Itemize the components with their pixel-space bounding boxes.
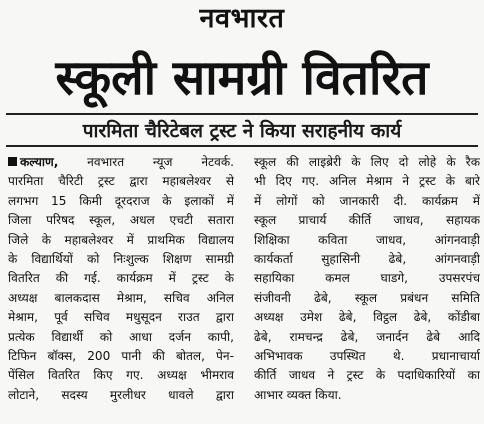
- article-line: मेश्राम, पूर्व सचिव मधुसूदन राउत द्वारा: [8, 310, 234, 325]
- article-line: के विद्यार्थियों को निःशुल्क शिक्षण सामग्री: [8, 252, 234, 267]
- article-line: लगभग 15 किमी दूरदराज के इलाकों में: [8, 193, 234, 208]
- article-line: कार्यकर्ता सुहासिनी ढेबे, आंगनवाड़ी: [254, 252, 480, 267]
- divider-bottom: [6, 145, 478, 147]
- article-line: संजीवनी ढेबे, स्कूल प्रबंधन समिति: [254, 290, 480, 305]
- article-line: अध्यक्ष बालकदास मेश्राम, सचिव अनिल: [8, 290, 234, 305]
- article-line: भी दिए गए. अनिल मेश्राम ने ट्रस्ट के बारे: [254, 174, 480, 189]
- bullet-icon: [8, 157, 17, 166]
- article-line: कीर्ति जाधव ने ट्रस्ट के पदाधिकारियों का: [254, 368, 480, 383]
- article-line: स्कूल प्राचार्य कीर्ति जाधव, सहायक: [254, 213, 480, 228]
- article-line: वितरित की गई. कार्यक्रम में ट्रस्ट के: [8, 271, 234, 286]
- article-line: पेंसिल वितरित किए गए. अध्यक्ष भीमराव: [8, 368, 234, 383]
- article-line: टिफिन बॉक्स, 200 पानी की बोतल, पेन-: [8, 349, 234, 364]
- divider-top: [6, 113, 478, 115]
- article-line: जिले के महाबलेश्वर में प्राथमिक विद्यालय: [8, 232, 234, 247]
- article-line: जिला परिषद स्कूल, अधल एचटी सतारा: [8, 213, 234, 228]
- article-line: आभार व्यक्त किया.: [254, 387, 342, 402]
- article-line: शिक्षिका कविता जाधव, आंगनवाड़ी: [254, 232, 480, 247]
- article-line: अध्यक्ष उमेश ढेबे, विट्ठल ढेबे, कोंडीबा: [254, 310, 480, 325]
- article-line: प्रत्येक विद्यार्थी को आधा दर्जन कापी,: [8, 329, 234, 344]
- article-line: पारमिता चैरिटी ट्रस्ट द्वारा महाबलेश्वर से: [8, 174, 234, 189]
- headline: स्कूली सामग्री वितरित: [55, 50, 429, 106]
- article-line: लोटाने, सदस्य मुरलीधर धावले द्वारा: [8, 387, 234, 402]
- article-line: सहायिका कमल घाडगे, उपसरपंच: [254, 271, 480, 286]
- byline: नवभारत न्यूज नेटवर्क.: [87, 155, 234, 169]
- article-column-right: [254, 153, 480, 405]
- article-line: स्कूल की लाइब्रेरी के लिए दो लोहे के रैक: [254, 155, 480, 169]
- article-line: ढेबे, रामचन्द्र ढेबे, जनार्दन ढेबे आदि: [254, 329, 480, 344]
- dateline: कल्याण,: [20, 155, 59, 169]
- article-column-left: [8, 153, 234, 405]
- article-line: में लोगों को जानकारी दी. कार्यक्रम में: [254, 193, 480, 208]
- article-line: अभिभावक उपस्थित थे. प्रधानाचार्या: [254, 349, 480, 364]
- newspaper-masthead: नवभारत: [199, 3, 285, 34]
- article-lead-line: [8, 153, 234, 172]
- subheadline: पारमिता चैरिटेबल ट्रस्ट ने किया सराहनीय कार्य: [82, 120, 402, 142]
